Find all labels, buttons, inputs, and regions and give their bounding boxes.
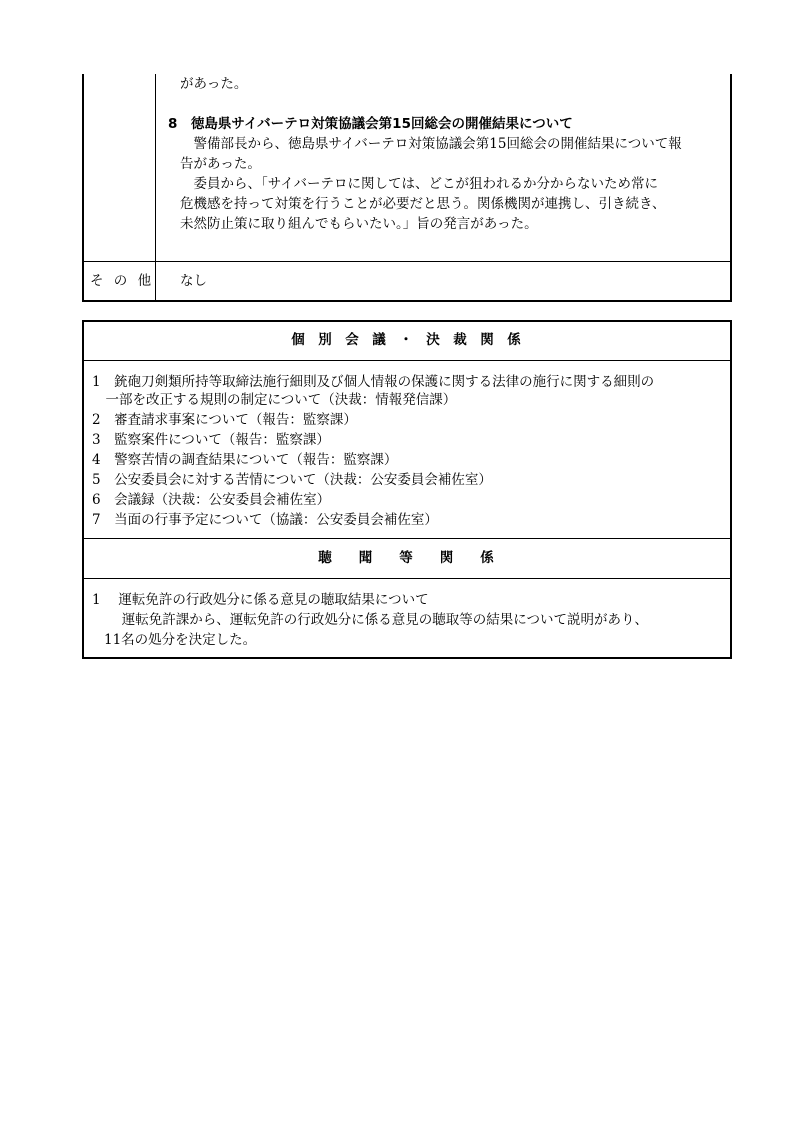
list-item: 3 監察案件について（報告：監察課） [92,432,330,448]
list-item: 6 会議録（決裁：公安委員会補佐室） [92,492,331,508]
list-item: 11名の処分を決定した。 [104,632,257,648]
list-item: 7 当面の行事予定について（協議：公安委員会補佐室） [92,512,438,528]
item8-body-line: 委員から、「サイバーテロに関しては、どこが狙われるか分からないため常に [180,176,659,192]
item8-body-line: 告があった。 [180,156,261,172]
row-divider [82,261,730,262]
list-item: 1 銃砲刀剣類所持等取締法施行細則及び個人情報の保護に関する法律の施行に関する細則の [92,374,655,390]
item8-body-line: 未然防止策に取り組んでもらいたい。」旨の発言があった。 [180,216,538,232]
header-divider [82,578,730,579]
section-header-hearings: 聴 聞 等 関 係 [318,550,494,566]
item8-body-line: 警備部長から、徳島県サイバーテロ対策協議会第15回総会の開催結果について報 [180,136,682,152]
section-header-meetings: 個 別 会 議 ・ 決 裁 関 係 [291,332,521,348]
list-item: 5 公安委員会に対する苦情について（決裁：公安委員会補佐室） [92,472,492,488]
other-label: そ の 他 [90,273,155,289]
report-continuation: があった。 [180,76,248,92]
section-divider [82,538,730,539]
header-divider [82,360,730,361]
item8-heading: 8 徳島県サイバーテロ対策協議会第15回総会の開催結果について [168,116,573,132]
list-item: 運転免許課から、運転免許の行政処分に係る意見の聴取等の結果について説明があり、 [104,612,649,628]
list-item: 2 審査請求事案について（報告：監察課） [92,412,357,428]
list-item: 1 運転免許の行政処分に係る意見の聴取結果について [92,592,429,608]
list-item: 一部を改正する規則の制定について（決裁：情報発信課） [92,392,457,408]
column-divider [155,74,156,300]
item8-body-line: 危機感を持って対策を行うことが必要だと思う。関係機関が連携し、引き続き、 [180,196,666,212]
list-item: 4 警察苦情の調査結果について（報告：監察課） [92,452,398,468]
other-value: なし [180,273,207,289]
